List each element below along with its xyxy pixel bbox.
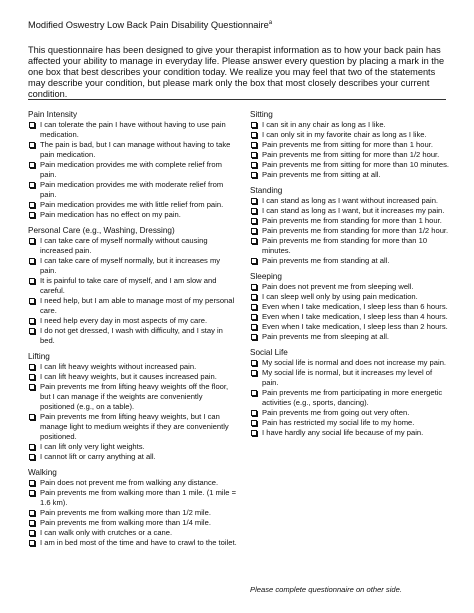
checkbox[interactable] bbox=[251, 238, 257, 244]
option-item bbox=[28, 326, 238, 346]
checkbox[interactable] bbox=[29, 540, 35, 546]
option-label: I can sleep well only by using pain medication. bbox=[262, 292, 418, 301]
option-label: The pain is bad, but I can manage without having to take pain medication. bbox=[40, 140, 231, 159]
checkbox[interactable] bbox=[251, 294, 257, 300]
option-item bbox=[28, 256, 238, 276]
option-item bbox=[250, 206, 450, 216]
option-item bbox=[250, 170, 450, 180]
option-label: I can take care of myself normally without causing increased pain. bbox=[40, 236, 208, 255]
option-item bbox=[250, 408, 450, 418]
option-label: Pain prevents me from sitting for more than 10 minutes. bbox=[262, 160, 449, 169]
option-label: I have hardly any social life because of my pain. bbox=[262, 428, 424, 437]
checkbox[interactable] bbox=[251, 122, 257, 128]
option-item bbox=[250, 236, 450, 256]
right-column bbox=[250, 110, 450, 444]
section-social-life bbox=[250, 348, 450, 438]
checkbox[interactable] bbox=[29, 212, 35, 218]
option-item bbox=[250, 312, 450, 322]
option-item bbox=[250, 322, 450, 332]
option-item bbox=[250, 332, 450, 342]
footnote: Please complete questionnaire on other side. bbox=[250, 585, 402, 594]
option-label: Even when I take medication, I sleep less than 6 hours. bbox=[262, 302, 448, 311]
option-item bbox=[28, 372, 238, 382]
checkbox[interactable] bbox=[251, 132, 257, 138]
option-label: Pain medication has no effect on my pain. bbox=[40, 210, 181, 219]
option-label: Even when I take medication, I sleep less than 2 hours. bbox=[262, 322, 448, 331]
checkbox[interactable] bbox=[251, 152, 257, 158]
checkbox[interactable] bbox=[251, 314, 257, 320]
option-item bbox=[28, 528, 238, 538]
option-label: I can only sit in my favorite chair as long as I like. bbox=[262, 130, 427, 139]
option-label: I can walk only with crutches or a cane. bbox=[40, 528, 173, 537]
option-item bbox=[250, 368, 450, 388]
option-label: I can lift only very light weights. bbox=[40, 442, 145, 451]
option-item bbox=[250, 226, 450, 236]
option-label: I can tolerate the pain I have without having to use pain medication. bbox=[40, 120, 226, 139]
option-label: My social life is normal, but it increases my level of pain. bbox=[262, 368, 433, 387]
checkbox[interactable] bbox=[29, 490, 35, 496]
checkbox[interactable] bbox=[29, 142, 35, 148]
checkbox[interactable] bbox=[251, 218, 257, 224]
option-item bbox=[28, 316, 238, 326]
checkbox[interactable] bbox=[29, 182, 35, 188]
option-label: Pain prevents me from walking more than 1/4 mile. bbox=[40, 518, 211, 527]
section-title: Standing bbox=[250, 186, 283, 195]
option-label: Pain does not prevent me from sleeping well. bbox=[262, 282, 414, 291]
option-item bbox=[28, 362, 238, 372]
option-label: I can lift heavy weights, but it causes increased pain. bbox=[40, 372, 217, 381]
option-item bbox=[250, 358, 450, 368]
checkbox[interactable] bbox=[29, 364, 35, 370]
checkbox[interactable] bbox=[29, 122, 35, 128]
checkbox[interactable] bbox=[29, 454, 35, 460]
option-item bbox=[250, 292, 450, 302]
left-column bbox=[28, 110, 238, 554]
option-label: Pain prevents me from sleeping at all. bbox=[262, 332, 390, 341]
option-label: Pain prevents me from participating in more energetic activities (e.g., sports, dancing). bbox=[262, 388, 443, 407]
checkbox[interactable] bbox=[29, 298, 35, 304]
option-label: Pain prevents me from sitting at all. bbox=[262, 170, 381, 179]
page-title bbox=[28, 20, 448, 30]
checkbox[interactable] bbox=[251, 420, 257, 426]
option-item bbox=[28, 180, 238, 200]
checkbox[interactable] bbox=[251, 258, 257, 264]
option-item bbox=[28, 518, 238, 528]
checkbox[interactable] bbox=[251, 162, 257, 168]
option-item bbox=[28, 382, 238, 412]
section-personal-care bbox=[28, 226, 238, 346]
option-item bbox=[28, 140, 238, 160]
intro-paragraph: This questionnaire has been designed to give your therapist information as to how your back pain has affected your ability to manage in everyday life. Please answer every question by placing a mark in the one box that best describes your condition today. We realize you may feel that two of the statements may describe your condition, but please mark only the box that most closely describes your current condition. bbox=[28, 45, 445, 99]
checkbox[interactable] bbox=[29, 510, 35, 516]
section-title: Walking bbox=[28, 468, 57, 477]
checkbox[interactable] bbox=[251, 360, 257, 366]
title-superscript: a bbox=[268, 20, 273, 26]
option-item bbox=[250, 216, 450, 226]
checkbox[interactable] bbox=[29, 520, 35, 526]
section-title: Sleeping bbox=[250, 272, 282, 281]
checkbox[interactable] bbox=[251, 324, 257, 330]
option-item bbox=[250, 388, 450, 408]
checkbox[interactable] bbox=[29, 258, 35, 264]
option-label: I can lift heavy weights without increased pain. bbox=[40, 362, 197, 371]
checkbox[interactable] bbox=[29, 202, 35, 208]
option-item bbox=[28, 120, 238, 140]
section-title: Personal Care (e.g., Washing, Dressing) bbox=[28, 226, 175, 235]
section-title: Social Life bbox=[250, 348, 288, 357]
option-label: I can sit in any chair as long as I like. bbox=[262, 120, 386, 129]
section-pain-intensity bbox=[28, 110, 238, 220]
option-label: It is painful to take care of myself, and I am slow and careful. bbox=[40, 276, 217, 295]
checkbox[interactable] bbox=[29, 530, 35, 536]
checkbox[interactable] bbox=[251, 208, 257, 214]
option-item bbox=[28, 452, 238, 462]
checkbox[interactable] bbox=[251, 370, 257, 376]
option-item bbox=[28, 412, 238, 442]
checkbox[interactable] bbox=[251, 172, 257, 178]
option-item bbox=[28, 478, 238, 488]
option-item bbox=[28, 508, 238, 518]
option-item bbox=[250, 302, 450, 312]
section-walking bbox=[28, 468, 238, 548]
option-label: I am in bed most of the time and have to crawl to the toilet. bbox=[40, 538, 237, 547]
option-label: I cannot lift or carry anything at all. bbox=[40, 452, 156, 461]
option-item bbox=[250, 160, 450, 170]
option-item bbox=[250, 120, 450, 130]
option-label: Pain has restricted my social life to my home. bbox=[262, 418, 415, 427]
checkbox[interactable] bbox=[251, 142, 257, 148]
checkbox[interactable] bbox=[251, 410, 257, 416]
checkbox[interactable] bbox=[29, 162, 35, 168]
checkbox[interactable] bbox=[29, 480, 35, 486]
option-label: I can stand as long as I want without increased pain. bbox=[262, 196, 439, 205]
option-item bbox=[250, 196, 450, 206]
option-label: Pain prevents me from standing for more than 1/2 hour. bbox=[262, 226, 449, 235]
checkbox[interactable] bbox=[29, 374, 35, 380]
option-item bbox=[250, 418, 450, 428]
option-label: Pain prevents me from standing for more than 1 hour. bbox=[262, 216, 442, 225]
section-lifting bbox=[28, 352, 238, 462]
option-item bbox=[28, 538, 238, 548]
option-item bbox=[28, 210, 238, 220]
checkbox[interactable] bbox=[251, 228, 257, 234]
option-label: Pain prevents me from lifting heavy weights off the floor, but I can manage if the weights are conveniently positioned (e.g., on a table). bbox=[40, 382, 229, 411]
checkbox[interactable] bbox=[251, 390, 257, 396]
checkbox[interactable] bbox=[251, 334, 257, 340]
option-item bbox=[28, 236, 238, 256]
option-label: Pain does not prevent me from walking any distance. bbox=[40, 478, 219, 487]
option-label: I can stand as long as I want, but it increases my pain. bbox=[262, 206, 445, 215]
section-title: Pain Intensity bbox=[28, 110, 78, 119]
section-title: Lifting bbox=[28, 352, 50, 361]
option-label: My social life is normal and does not increase my pain. bbox=[262, 358, 447, 367]
option-item bbox=[250, 140, 450, 150]
checkbox[interactable] bbox=[251, 284, 257, 290]
checkbox[interactable] bbox=[251, 304, 257, 310]
section-sleeping bbox=[250, 272, 450, 342]
option-item bbox=[250, 282, 450, 292]
option-item bbox=[250, 256, 450, 266]
section-sitting bbox=[250, 110, 450, 180]
page-title-text: Modified Oswestry Low Back Pain Disability Questionnaire bbox=[28, 20, 269, 31]
option-item bbox=[28, 296, 238, 316]
option-label: Pain prevents me from standing at all. bbox=[262, 256, 390, 265]
checkbox[interactable] bbox=[29, 278, 35, 284]
option-item bbox=[28, 160, 238, 180]
checkbox[interactable] bbox=[29, 414, 35, 420]
option-label: I need help every day in most aspects of my care. bbox=[40, 316, 208, 325]
option-label: I do not get dressed, I wash with difficulty, and I stay in bed. bbox=[40, 326, 223, 345]
checkbox[interactable] bbox=[29, 444, 35, 450]
option-label: Pain prevents me from walking more than 1/2 mile. bbox=[40, 508, 211, 517]
option-item bbox=[28, 488, 238, 508]
divider-line bbox=[28, 99, 446, 100]
section-standing bbox=[250, 186, 450, 266]
option-label: Pain medication provides me with complete relief from pain. bbox=[40, 160, 222, 179]
option-item bbox=[28, 442, 238, 452]
option-label: Pain prevents me from sitting for more than 1 hour. bbox=[262, 140, 433, 149]
option-label: Pain prevents me from standing for more than 10 minutes. bbox=[262, 236, 428, 255]
option-label: Pain prevents me from lifting heavy weights, but I can manage light to medium weights if they are conveniently positioned. bbox=[40, 412, 229, 441]
option-item bbox=[250, 428, 450, 438]
option-item bbox=[28, 200, 238, 210]
option-label: Pain medication provides me with little relief from pain. bbox=[40, 200, 224, 209]
checkbox[interactable] bbox=[29, 238, 35, 244]
option-label: Pain prevents me from sitting for more than 1/2 hour. bbox=[262, 150, 440, 159]
option-label: Pain prevents me from walking more than 1 mile. (1 mile = 1.6 km). bbox=[40, 488, 237, 507]
option-label: Pain medication provides me with moderate relief from pain. bbox=[40, 180, 224, 199]
option-label: Pain prevents me from going out very often. bbox=[262, 408, 410, 417]
checkbox[interactable] bbox=[251, 430, 257, 436]
section-title: Sitting bbox=[250, 110, 273, 119]
option-item bbox=[250, 150, 450, 160]
option-label: Even when I take medication, I sleep less than 4 hours. bbox=[262, 312, 448, 321]
option-label: I need help, but I am able to manage most of my personal care. bbox=[40, 296, 235, 315]
checkbox[interactable] bbox=[29, 318, 35, 324]
checkbox[interactable] bbox=[29, 328, 35, 334]
checkbox[interactable] bbox=[251, 198, 257, 204]
option-item bbox=[250, 130, 450, 140]
option-item bbox=[28, 276, 238, 296]
checkbox[interactable] bbox=[29, 384, 35, 390]
option-label: I can take care of myself normally, but it increases my pain. bbox=[40, 256, 221, 275]
